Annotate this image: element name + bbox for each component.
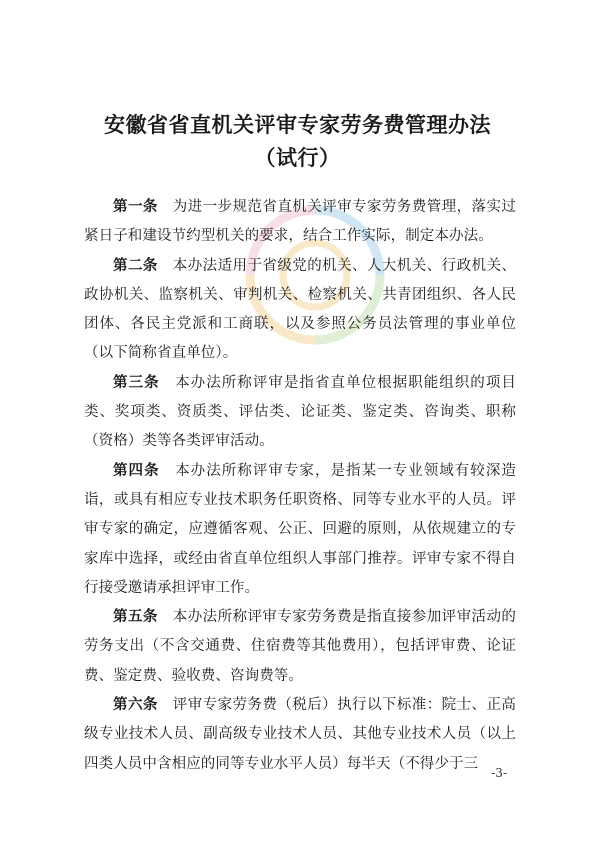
article-text: 为进一步规范省直机关评审专家劳务费管理，落实过紧日子和建设节约型机关的要求，结合工作实际，制定本办法。 xyxy=(84,199,516,245)
article-6 xyxy=(84,691,516,779)
document-title: 安徽省省直机关评审专家劳务费管理办法 xyxy=(104,112,491,137)
article-text: 本办法所称评审专家，是指某一专业领域有较深造诣，或具有相应专业技术职务任职资格、同等专业水平的人员。评审专家的确定，应遵循客观、公正、回避的原则，从依规建立的专家库中选择，或经由省直单位组织人事部门推荐。评审专家不得自行接受邀请承担评审工作。 xyxy=(84,462,516,596)
article-1 xyxy=(84,193,516,252)
article-label: 第四条 xyxy=(113,462,160,479)
article-3 xyxy=(84,369,516,457)
article-5 xyxy=(84,603,516,691)
article-label: 第六条 xyxy=(113,697,158,714)
document-body xyxy=(84,193,516,779)
page-number: -3- xyxy=(491,766,507,780)
article-text: 评审专家劳务费（税后）执行以下标准：院士、正高级专业技术人员、副高级专业技术人员、其他专业技术人员（以上四类人员中含相应的同等专业水平人员）每半天（不得少于三 xyxy=(84,697,516,772)
article-4 xyxy=(84,457,516,603)
article-text: 本办法适用于省级党的机关、人大机关、行政机关、政协机关、监察机关、审判机关、检察机关、共青团组织、各人民团体、各民主党派和工商联，以及参照公务员法管理的事业单位（以下简称省直单位）。 xyxy=(84,257,516,362)
article-text: 本办法所称评审专家劳务费是指直接参加评审活动的劳务支出（不含交通费、住宿费等其他费用），包括评审费、论证费、鉴定费、验收费、咨询费等。 xyxy=(84,609,516,684)
article-label: 第三条 xyxy=(113,374,160,391)
article-2 xyxy=(84,252,516,369)
document-subtitle: （试行） xyxy=(254,145,341,170)
article-label: 第五条 xyxy=(113,609,158,626)
article-text: 本办法所称评审是指省直单位根据职能组织的项目类、奖项类、资质类、评估类、论证类、鉴定类、咨询类、职称（资格）类等各类评审活动。 xyxy=(84,374,516,450)
article-label: 第一条 xyxy=(113,199,158,215)
article-label: 第二条 xyxy=(113,257,158,274)
